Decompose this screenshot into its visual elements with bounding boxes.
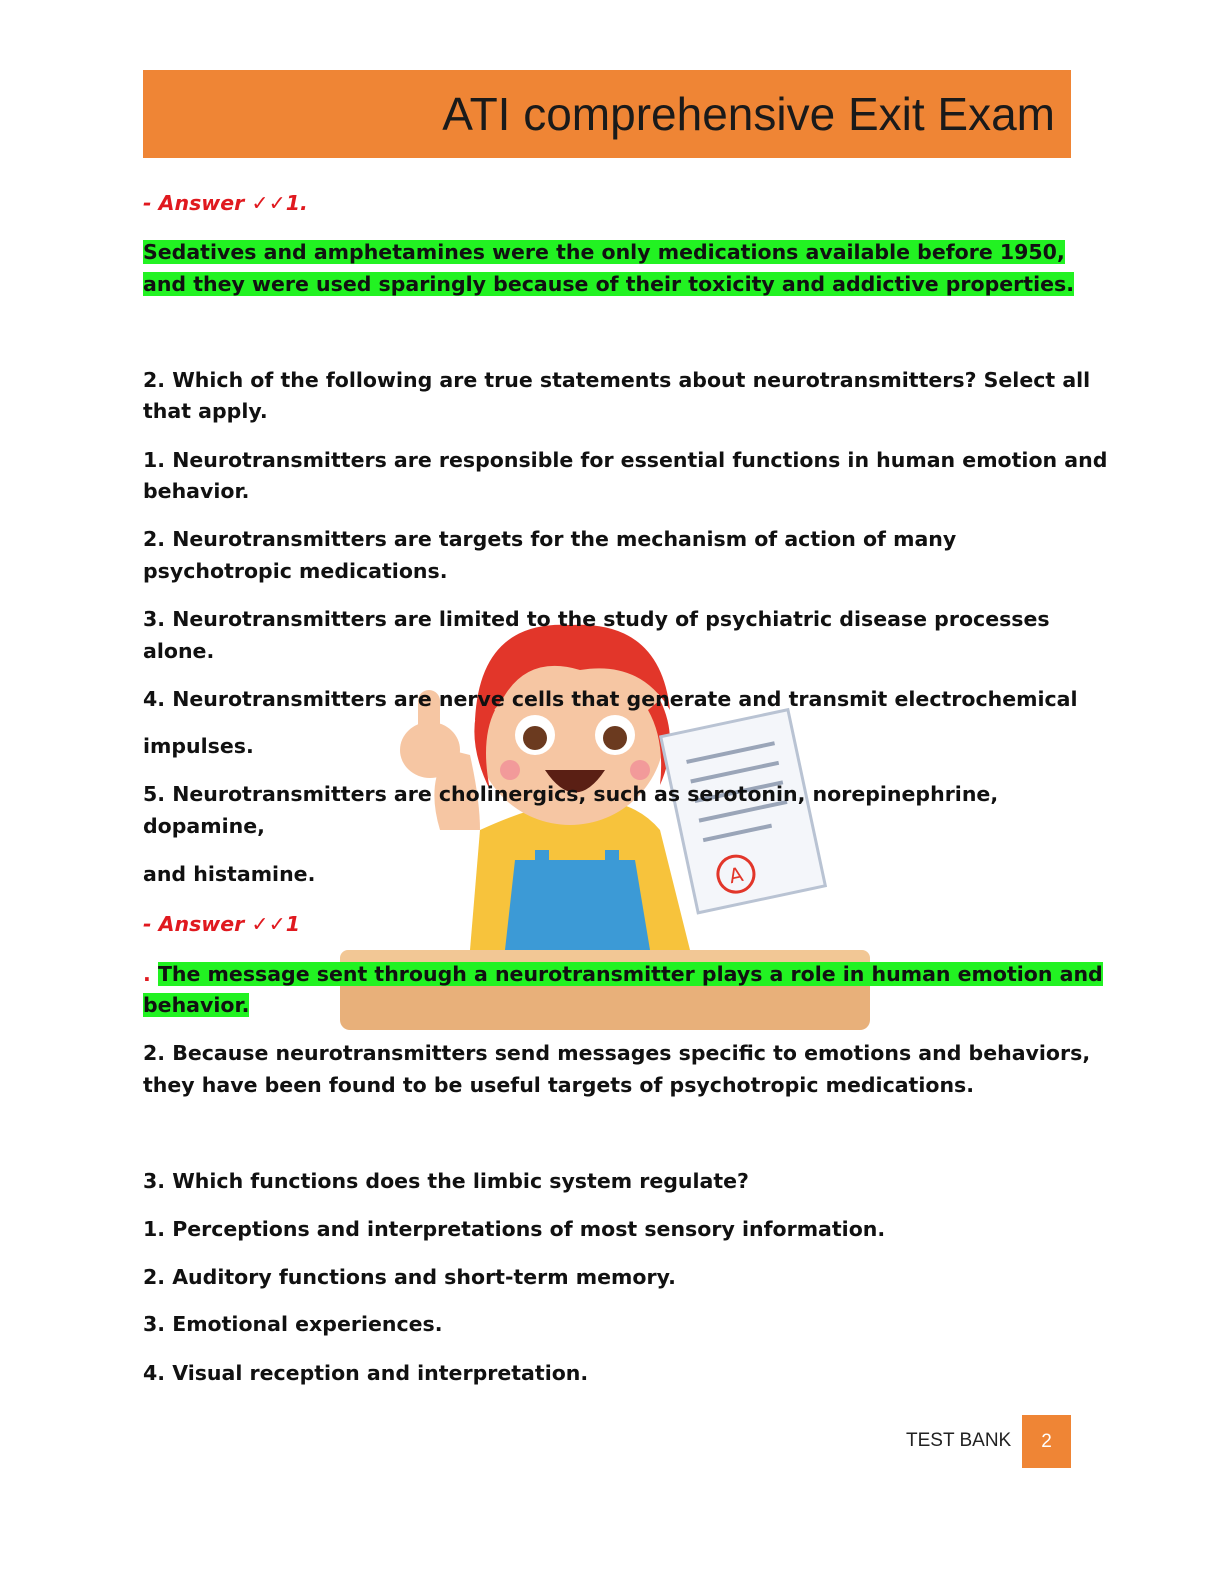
page-title: ATI comprehensive Exit Exam xyxy=(442,88,1055,140)
answer-marker: - Answer ✓✓1. xyxy=(143,191,308,215)
option-item: alone. xyxy=(143,639,215,663)
option-item: 3. Neurotransmitters are limited to the study of psychiatric disease processes xyxy=(143,607,1050,631)
option-item: 5. Neurotransmitters are cholinergics, such as serotonin, norepinephrine, xyxy=(143,782,999,806)
option-item: 2. Neurotransmitters are targets for the mechanism of action of many xyxy=(143,527,957,551)
option-item: impulses. xyxy=(143,734,254,758)
rationale-line xyxy=(143,958,1103,990)
title-banner xyxy=(143,70,1071,158)
highlighted-text: The message sent through a neurotransmitter plays a role in human emotion and xyxy=(157,962,1103,986)
rationale-dot: . xyxy=(143,962,158,986)
option-item: 2. Auditory functions and short-term memory. xyxy=(143,1265,676,1289)
rationale-line: they have been found to be useful targets of psychotropic medications. xyxy=(143,1073,975,1097)
question-stem: 3. Which functions does the limbic system regulate? xyxy=(143,1169,749,1193)
rationale-line xyxy=(143,268,1074,300)
highlighted-text: behavior. xyxy=(143,993,250,1017)
option-item: dopamine, xyxy=(143,814,265,838)
rationale-line xyxy=(143,236,1065,268)
rationale-line: 2. Because neurotransmitters send messages specific to emotions and behaviors, xyxy=(143,1041,1091,1065)
highlighted-text: and they were used sparingly because of their toxicity and addictive properties. xyxy=(143,272,1075,296)
answer-marker: - Answer ✓✓1 xyxy=(143,912,301,936)
svg-text:A: A xyxy=(726,861,746,889)
highlighted-text: Sedatives and amphetamines were the only medications available before 1950, xyxy=(143,240,1065,264)
option-item: and histamine. xyxy=(143,862,316,886)
option-item: 4. Neurotransmitters are nerve cells that generate and transmit electrochemical xyxy=(143,687,1078,711)
rationale-line xyxy=(143,989,249,1021)
option-item: 4. Visual reception and interpretation. xyxy=(143,1361,589,1385)
option-item: psychotropic medications. xyxy=(143,559,448,583)
option-item: 1. Perceptions and interpretations of most sensory information. xyxy=(143,1217,886,1241)
page-number: 2 xyxy=(1022,1415,1071,1468)
question-stem: 2. Which of the following are true statements about neurotransmitters? Select all xyxy=(143,368,1091,392)
question-stem: that apply. xyxy=(143,399,268,423)
option-item: 1. Neurotransmitters are responsible for essential functions in human emotion and xyxy=(143,448,1108,472)
footer-label: TEST BANK xyxy=(906,1430,1012,1451)
option-item: behavior. xyxy=(143,479,250,503)
option-item: 3. Emotional experiences. xyxy=(143,1312,443,1336)
